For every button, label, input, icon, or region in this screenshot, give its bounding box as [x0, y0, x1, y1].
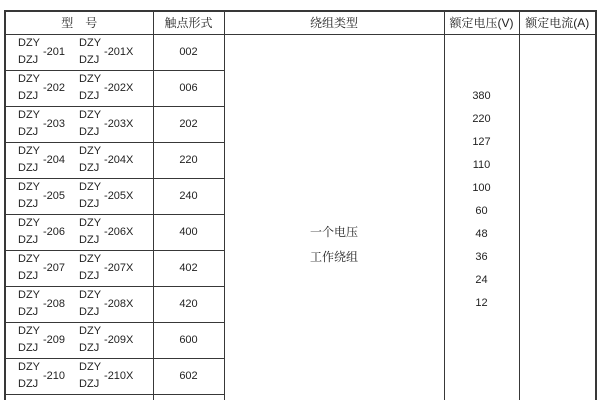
model-prefix-dzj: DZJ — [18, 306, 39, 318]
model-prefix-dzy: DZY — [18, 217, 40, 229]
model-variant-suffix: -210X — [104, 370, 134, 382]
model-prefix-dzj: DZJ — [18, 234, 39, 246]
voltage-value: 24 — [475, 273, 488, 286]
relay-spec-table — [4, 10, 597, 400]
model-prefix-dzj: DZJ — [79, 54, 100, 66]
contact-form-cell: 240 — [153, 178, 224, 214]
model-suffix: -208 — [43, 298, 66, 310]
model-base — [18, 287, 65, 321]
model-prefix-dzj: DZJ — [79, 198, 100, 210]
model-prefix-dzj: DZJ — [79, 90, 100, 102]
model-cell — [5, 394, 153, 400]
model-prefix-dzj: DZJ — [79, 306, 100, 318]
contact-form-cell: 402 — [153, 250, 224, 286]
model-variant — [79, 287, 133, 321]
table-header-row — [5, 11, 596, 34]
model-variant-suffix: -206X — [104, 226, 134, 238]
voltage-list — [445, 35, 519, 315]
model-cell — [5, 178, 153, 214]
model-prefix-dzj: DZJ — [18, 198, 39, 210]
model-prefix-dzj: DZJ — [18, 162, 39, 174]
rated-voltage-cell — [444, 34, 519, 400]
col-header-rated-current: 额定电流(A) — [519, 11, 596, 34]
model-prefix-dzy: DZY — [79, 325, 102, 337]
model-base — [18, 251, 65, 285]
voltage-value: 380 — [472, 89, 491, 102]
contact-form-cell: 600 — [153, 322, 224, 358]
model-prefix-dzj: DZJ — [18, 90, 39, 102]
col-header-model: 型 号 — [5, 11, 153, 34]
model-variant-suffix: -207X — [104, 262, 134, 274]
voltage-value: 12 — [475, 296, 488, 309]
model-variant-suffix: -201X — [104, 46, 134, 58]
model-cell — [5, 214, 153, 250]
model-base — [18, 215, 65, 249]
model-prefix-dzj: DZJ — [79, 378, 100, 390]
model-variant — [79, 215, 133, 249]
model-suffix: -206 — [43, 226, 66, 238]
model-suffix: -209 — [43, 334, 66, 346]
model-suffix: -203 — [43, 118, 66, 130]
model-prefix-dzy: DZY — [18, 361, 40, 373]
contact-form-cell: 420 — [153, 286, 224, 322]
model-variant-suffix: -205X — [104, 190, 134, 202]
voltage-value: 100 — [472, 181, 491, 194]
model-base — [18, 107, 65, 141]
model-prefix-dzy: DZY — [79, 73, 102, 85]
model-cell — [5, 142, 153, 178]
model-prefix-dzy: DZY — [79, 109, 102, 121]
table-row — [5, 34, 596, 70]
model-base — [18, 323, 65, 357]
model-prefix-dzy: DZY — [18, 109, 40, 121]
model-prefix-dzy: DZY — [79, 217, 102, 229]
col-header-winding-type: 绕组类型 — [224, 11, 444, 34]
model-prefix-dzy: DZY — [18, 37, 40, 49]
model-prefix-dzj: DZJ — [79, 234, 100, 246]
voltage-value: 110 — [472, 158, 491, 171]
model-suffix: -210 — [43, 370, 66, 382]
model-prefix-dzy: DZY — [18, 325, 40, 337]
contact-form-cell: 006 — [153, 70, 224, 106]
contact-form-cell: 202 — [153, 106, 224, 142]
model-prefix-dzy: DZY — [18, 181, 40, 193]
voltage-value: 36 — [475, 250, 488, 263]
model-variant — [79, 323, 133, 357]
model-prefix-dzy: DZY — [79, 361, 102, 373]
model-prefix-dzy: DZY — [79, 289, 102, 301]
model-suffix: -202 — [43, 82, 66, 94]
model-cell — [5, 358, 153, 394]
model-prefix-dzj: DZJ — [18, 54, 39, 66]
model-cell — [5, 34, 153, 70]
model-variant — [79, 107, 133, 141]
model-suffix: -207 — [43, 262, 66, 274]
voltage-value: 220 — [472, 112, 491, 125]
voltage-value: 127 — [472, 135, 491, 148]
model-cell — [5, 322, 153, 358]
winding-type-line1: 一个电压 — [309, 224, 358, 239]
model-prefix-dzy: DZY — [18, 253, 40, 265]
contact-form-cell: 220 — [153, 142, 224, 178]
model-base — [18, 35, 65, 69]
model-cell — [5, 70, 153, 106]
model-variant-suffix: -202X — [104, 82, 134, 94]
model-base — [18, 359, 65, 393]
rated-current-cell — [519, 34, 596, 400]
contact-form-cell: 400 — [153, 214, 224, 250]
col-header-rated-voltage: 额定电压(V) — [444, 11, 519, 34]
model-suffix: -204 — [43, 154, 66, 166]
model-variant-suffix: -203X — [104, 118, 134, 130]
model-prefix-dzy: DZY — [18, 289, 40, 301]
model-prefix-dzj: DZJ — [18, 378, 39, 390]
voltage-value: 60 — [475, 204, 488, 217]
winding-type-line2: 工作绕组 — [309, 249, 358, 264]
model-prefix-dzj: DZJ — [79, 126, 100, 138]
model-cell — [5, 286, 153, 322]
model-prefix-dzj: DZJ — [18, 126, 39, 138]
contact-form-cell: 002 — [153, 34, 224, 70]
contact-form-cell: 602 — [153, 358, 224, 394]
contact-form-cell — [153, 394, 224, 400]
model-base — [18, 71, 65, 105]
model-variant — [79, 251, 133, 285]
model-cell — [5, 106, 153, 142]
model-variant-suffix: -208X — [104, 298, 134, 310]
model-prefix-dzj: DZJ — [79, 342, 100, 354]
model-prefix-dzj: DZJ — [79, 162, 100, 174]
model-base — [18, 179, 65, 213]
model-prefix-dzy: DZY — [79, 37, 102, 49]
winding-type-text — [225, 35, 444, 270]
model-cell — [5, 250, 153, 286]
model-variant — [79, 35, 133, 69]
model-prefix-dzy: DZY — [79, 145, 102, 157]
model-variant — [79, 179, 133, 213]
model-variant-suffix: -209X — [104, 334, 134, 346]
model-prefix-dzj: DZJ — [79, 270, 100, 282]
model-suffix: -205 — [43, 190, 66, 202]
model-prefix-dzy: DZY — [18, 73, 40, 85]
winding-type-cell — [224, 34, 444, 400]
model-prefix-dzj: DZJ — [18, 342, 39, 354]
model-prefix-dzj: DZJ — [18, 270, 39, 282]
model-base — [18, 143, 65, 177]
model-variant — [79, 359, 133, 393]
model-variant-suffix: -204X — [104, 154, 134, 166]
model-variant — [79, 143, 133, 177]
model-prefix-dzy: DZY — [18, 145, 40, 157]
model-prefix-dzy: DZY — [79, 253, 102, 265]
model-variant — [79, 71, 133, 105]
model-suffix: -201 — [43, 46, 66, 58]
col-header-contact-form: 触点形式 — [153, 11, 224, 34]
model-prefix-dzy: DZY — [79, 181, 102, 193]
voltage-value: 48 — [475, 227, 488, 240]
